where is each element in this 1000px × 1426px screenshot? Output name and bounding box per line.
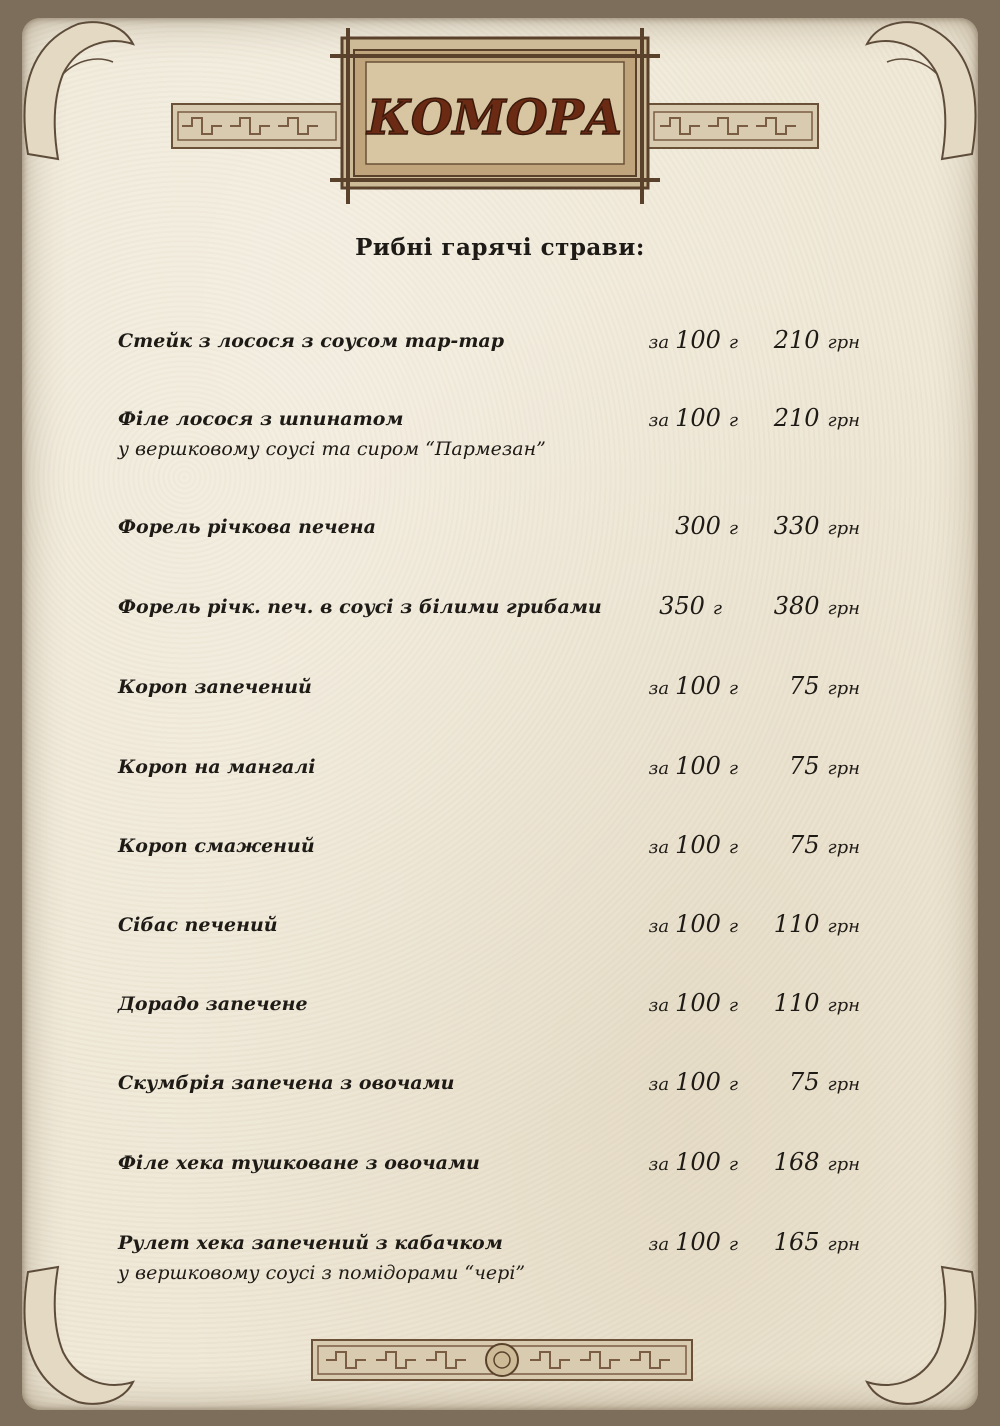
price-amount: 168 bbox=[773, 1148, 820, 1176]
dish-price bbox=[789, 1068, 860, 1096]
dish-name: Дорадо запечене bbox=[118, 993, 308, 1015]
dish-price bbox=[774, 326, 860, 354]
dish-description: у вершковому соусі та сиром “Пармезан” bbox=[118, 438, 546, 460]
dish-name: Короп запечений bbox=[118, 676, 312, 698]
bottom-ornament bbox=[0, 1330, 1000, 1390]
portion-prefix: за bbox=[648, 995, 670, 1016]
portion-amount: 100 bbox=[675, 831, 721, 859]
portion-prefix: за bbox=[648, 678, 670, 699]
dish-name: Стейк з лосося з соусом тар-тар bbox=[118, 330, 505, 352]
portion-amount: 100 bbox=[675, 989, 721, 1017]
portion-amount: 300 bbox=[675, 512, 721, 540]
price-amount: 165 bbox=[773, 1228, 820, 1256]
price-currency: грн bbox=[827, 916, 860, 937]
price-amount: 110 bbox=[773, 989, 820, 1017]
dish-price bbox=[774, 1148, 860, 1176]
dish-name: Філе лосося з шпинатом bbox=[118, 408, 404, 430]
portion-unit: г bbox=[728, 410, 738, 431]
portion-prefix: за bbox=[648, 758, 670, 779]
portion-unit: г bbox=[728, 678, 738, 699]
dish-name: Сібас печений bbox=[118, 914, 278, 936]
price-currency: грн bbox=[827, 1154, 860, 1175]
dish-price bbox=[774, 404, 860, 432]
portion-unit: г bbox=[712, 598, 722, 619]
portion-weight bbox=[649, 910, 738, 938]
dish-name: Короп на мангалі bbox=[118, 756, 316, 778]
portion-weight bbox=[649, 1228, 738, 1256]
portion-weight bbox=[675, 512, 738, 540]
dish-description: у вершковому соусі з помідорами “чері” bbox=[118, 1262, 526, 1284]
portion-unit: г bbox=[728, 916, 738, 937]
price-amount: 110 bbox=[773, 910, 820, 938]
price-amount: 75 bbox=[788, 831, 820, 859]
price-currency: грн bbox=[827, 678, 860, 699]
menu-item bbox=[0, 910, 1000, 974]
portion-weight bbox=[649, 989, 738, 1017]
portion-amount: 100 bbox=[675, 1228, 721, 1256]
price-currency: грн bbox=[827, 995, 860, 1016]
dish-name: Рулет хека запечений з кабачком bbox=[118, 1232, 503, 1254]
portion-prefix: за bbox=[648, 916, 670, 937]
portion-prefix: за bbox=[648, 1074, 670, 1095]
dish-name: Форель річкова печена bbox=[118, 516, 376, 538]
portion-amount: 100 bbox=[675, 672, 721, 700]
menu-item bbox=[0, 592, 1000, 656]
dish-price bbox=[774, 989, 860, 1017]
menu-item bbox=[0, 672, 1000, 736]
ornament-band-right bbox=[648, 104, 818, 148]
menu-item bbox=[0, 1228, 1000, 1292]
portion-amount: 350 bbox=[659, 592, 705, 620]
dish-price bbox=[774, 592, 860, 620]
menu-item bbox=[0, 1068, 1000, 1132]
dish-price bbox=[774, 1228, 860, 1256]
portion-weight bbox=[649, 1068, 738, 1096]
portion-unit: г bbox=[728, 1074, 738, 1095]
portion-unit: г bbox=[728, 837, 738, 858]
portion-weight bbox=[649, 326, 738, 354]
price-amount: 330 bbox=[773, 512, 820, 540]
portion-weight bbox=[649, 404, 738, 432]
price-currency: грн bbox=[827, 598, 860, 619]
portion-weight bbox=[649, 831, 738, 859]
portion-unit: г bbox=[728, 1234, 738, 1255]
section-heading: Рибні гарячі страви: bbox=[355, 234, 645, 261]
dish-name: Філе хека тушковане з овочами bbox=[118, 1152, 480, 1174]
portion-unit: г bbox=[728, 995, 738, 1016]
portion-amount: 100 bbox=[675, 1068, 721, 1096]
portion-weight bbox=[649, 752, 738, 780]
price-amount: 75 bbox=[788, 752, 820, 780]
price-currency: грн bbox=[827, 410, 860, 431]
menu-item bbox=[0, 989, 1000, 1053]
portion-prefix: за bbox=[648, 837, 670, 858]
price-currency: грн bbox=[827, 1074, 860, 1095]
menu-item bbox=[0, 752, 1000, 816]
portion-unit: г bbox=[728, 332, 738, 353]
portion-unit: г bbox=[728, 1154, 738, 1175]
portion-weight bbox=[649, 1148, 738, 1176]
dish-price bbox=[774, 512, 860, 540]
price-currency: грн bbox=[827, 1234, 860, 1255]
price-amount: 210 bbox=[773, 404, 820, 432]
menu-item bbox=[0, 512, 1000, 576]
dish-price bbox=[774, 910, 860, 938]
price-currency: грн bbox=[827, 332, 860, 353]
menu-item bbox=[0, 404, 1000, 468]
portion-unit: г bbox=[728, 518, 738, 539]
portion-prefix: за bbox=[648, 1234, 670, 1255]
menu-item bbox=[0, 326, 1000, 390]
portion-weight bbox=[659, 592, 722, 620]
portion-amount: 100 bbox=[675, 404, 721, 432]
price-amount: 75 bbox=[788, 1068, 820, 1096]
portion-amount: 100 bbox=[675, 910, 721, 938]
price-currency: грн bbox=[827, 758, 860, 779]
portion-prefix: за bbox=[648, 410, 670, 431]
portion-amount: 100 bbox=[675, 752, 721, 780]
price-currency: грн bbox=[827, 518, 860, 539]
price-currency: грн bbox=[827, 837, 860, 858]
portion-amount: 100 bbox=[675, 326, 721, 354]
portion-amount: 100 bbox=[675, 1148, 721, 1176]
portion-prefix: за bbox=[648, 1154, 670, 1175]
price-amount: 380 bbox=[773, 592, 820, 620]
portion-weight bbox=[649, 672, 738, 700]
portion-prefix: за bbox=[648, 332, 670, 353]
portion-unit: г bbox=[728, 758, 738, 779]
menu-item bbox=[0, 831, 1000, 895]
dish-price bbox=[789, 672, 860, 700]
logo-text: КОМОРА bbox=[367, 90, 623, 146]
dish-price bbox=[789, 752, 860, 780]
price-amount: 75 bbox=[788, 672, 820, 700]
logo-header bbox=[0, 28, 1000, 208]
price-amount: 210 bbox=[773, 326, 820, 354]
dish-name: Форель річк. печ. в соусі з білими грибами bbox=[118, 596, 602, 618]
menu-item bbox=[0, 1148, 1000, 1212]
dish-name: Короп смажений bbox=[118, 835, 315, 857]
dish-name: Скумбрія запечена з овочами bbox=[118, 1072, 455, 1094]
dish-price bbox=[789, 831, 860, 859]
ornament-band-left bbox=[172, 104, 342, 148]
